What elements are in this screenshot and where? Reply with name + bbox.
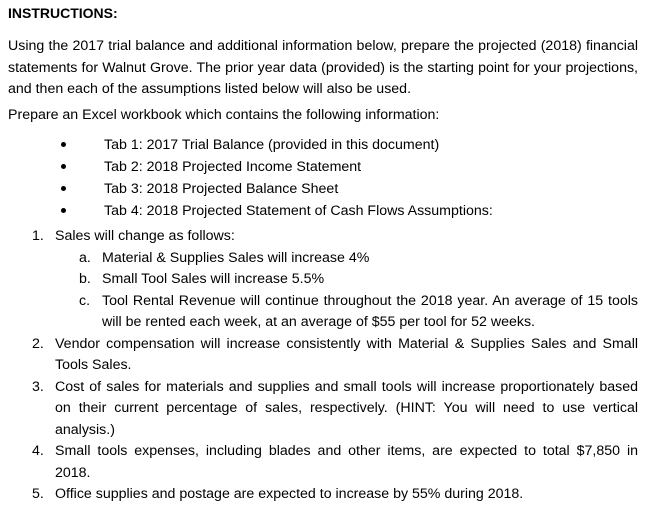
bullet-icon [61, 186, 66, 191]
instructions-heading: INSTRUCTIONS: [8, 5, 118, 21]
sub-item-text: Tool Rental Revenue will continue throughout the 2018 year. An average of 15 tools will be rented each week, at an average of $55 per tool for 52 weeks. [102, 292, 638, 330]
sub-item [55, 248, 638, 270]
intro-paragraph: Using the 2017 trial balance and additional information below, prepare the projected (2018) financial statements for Walnut Grove. The prior year data (provided) is the starting point for your projections, and then each of the assumptions listed below will also be used. [8, 38, 638, 97]
assumption-item [8, 484, 638, 506]
assumption-text: Small tools expenses, including blades and other items, are expected to total $7,850 in 2018. [55, 443, 638, 481]
assumption-number: 2. [32, 335, 44, 352]
bullet-icon [61, 142, 66, 147]
assumption-text: Cost of sales for materials and supplies and small tools will increase proportionately based on their current percentage of sales, respectively. (HINT: You will need to use vertical analysis.) [55, 378, 638, 438]
assumption-text: Sales will change as follows: [55, 228, 235, 244]
workbook-intro: Prepare an Excel workbook which contains the following information: [8, 106, 440, 123]
sub-item-letter: b. [79, 271, 91, 287]
assumption-number: 5. [32, 486, 44, 502]
sub-item-text: Material & Supplies Sales will increase 4% [102, 249, 370, 266]
assumption-item [8, 377, 638, 442]
sub-item [55, 291, 638, 334]
assumption-number: 3. [32, 378, 44, 395]
sub-item-letter: c. [79, 292, 91, 309]
assumption-item [8, 226, 638, 334]
sub-item [55, 269, 638, 291]
tab-list-item: Tab 1: 2017 Trial Balance (provided in this document) [8, 134, 638, 156]
assumption-text: Office supplies and postage are expected to increase by 55% during 2018. [55, 486, 524, 502]
bullet-icon [61, 164, 66, 169]
sub-item-text: Small Tool Sales will increase 5.5% [102, 271, 325, 287]
assumption-number: 1. [32, 228, 44, 244]
tab-list [8, 134, 638, 222]
assumption-number: 4. [32, 443, 44, 459]
assumption-item [8, 334, 638, 377]
assumption-text: Vendor compensation will increase consistently with Material & Supplies Sales and Small Tools Sales. [55, 335, 638, 373]
bullet-icon [61, 208, 66, 213]
document-page [8, 0, 638, 506]
tab-list-item: Tab 2: 2018 Projected Income Statement [8, 156, 638, 178]
assumption-list [8, 226, 638, 506]
sales-sublist [55, 248, 638, 334]
tab-list-item: Tab 3: 2018 Projected Balance Sheet [8, 178, 638, 200]
assumption-item [8, 441, 638, 484]
sub-item-letter: a. [79, 249, 91, 266]
tab-list-item: Tab 4: 2018 Projected Statement of Cash Flows Assumptions: [8, 200, 638, 222]
